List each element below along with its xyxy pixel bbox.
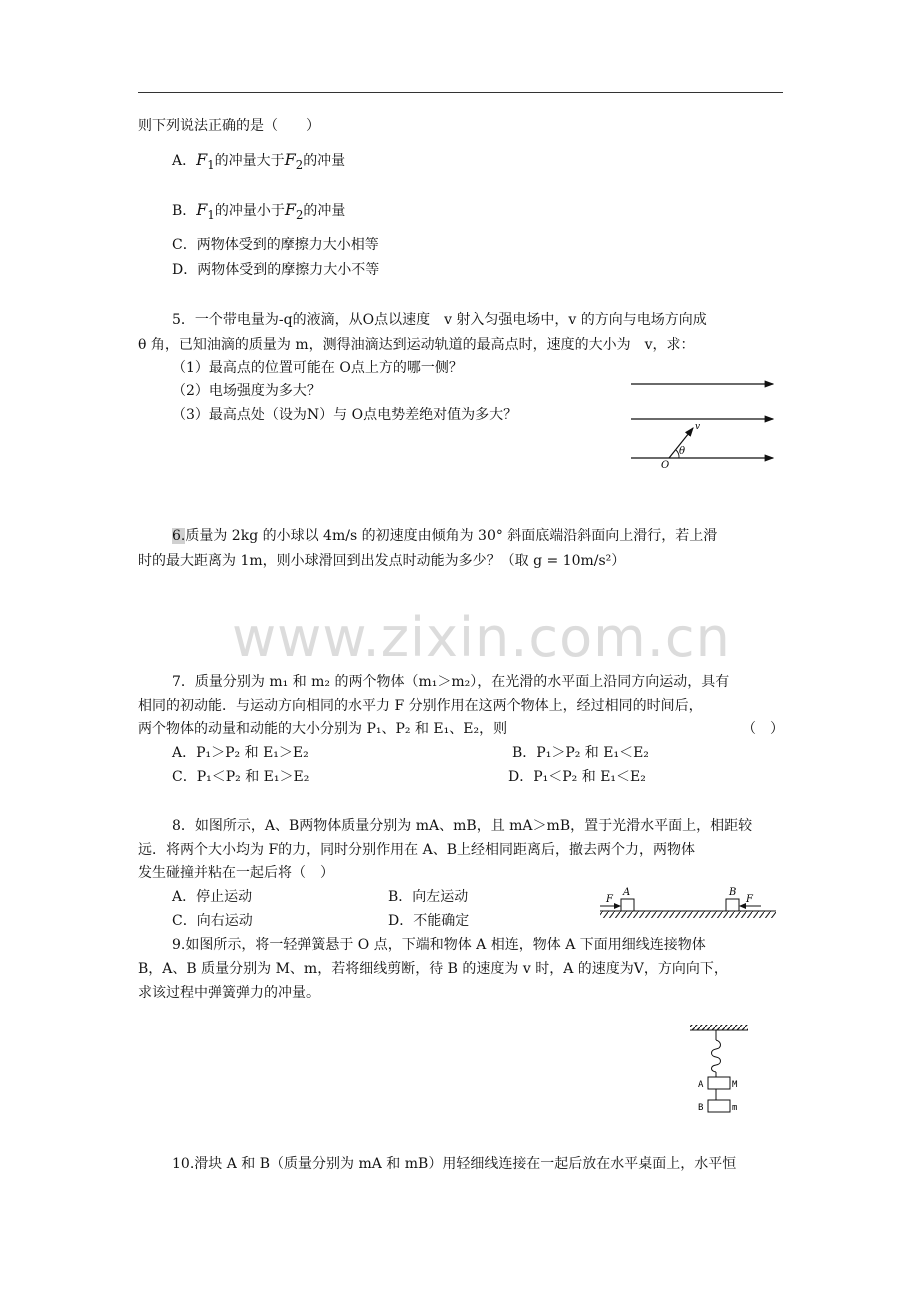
q8-option-a: A．停止运动	[172, 889, 253, 905]
q6-number: 6.	[172, 528, 186, 544]
a-label: A	[623, 887, 631, 898]
label-a: A	[698, 1080, 704, 1090]
label-M: M	[732, 1080, 738, 1090]
theta-label: θ	[679, 446, 686, 457]
v-label: v	[695, 422, 701, 432]
q7-line2: 相同的初动能．与运动方向相同的水平力 F 分别作用在这两个物体上，经过相同的时间后，	[138, 698, 703, 714]
q8-option-c: C．向右运动	[172, 913, 253, 929]
q7-line1: 7．质量分别为 m₁ 和 m₂ 的两个物体（m₁＞m₂），在光滑的水平面上沿同方向运动，具有	[172, 674, 730, 690]
q5-electric-field-diagram	[625, 372, 780, 472]
ceiling	[690, 1025, 748, 1030]
q7-option-a: A．P₁＞P₂ 和 E₁＞E₂	[172, 745, 309, 761]
q10-line1: 10.滑块 A 和 B（质量分别为 mA 和 mB）用轻细线连接在一起后放在水平桌面上，水平恒	[172, 1156, 737, 1172]
q8-line3: 发生碰撞并粘在一起后将（ ）	[138, 865, 334, 881]
q8-option-b: B．向左运动	[388, 889, 469, 905]
q8-line2: 远．将两个大小均为 F的力，同时分别作用在 A、B上经相同距离后，撤去两个力，两物体	[138, 842, 696, 858]
q6-line1: 6.质量为 2kg 的小球以 4m/s 的初速度由倾角为 30° 斜面底端沿斜面向上滑行，若上滑	[172, 528, 718, 544]
q7-option-b: B．P₁＞P₂ 和 E₁＜E₂	[512, 745, 649, 761]
q5-sub2: （2）电场强度为多大？	[172, 383, 321, 399]
q6-line2: 时的最大距离为 1m，则小球滑回到出发点时动能为多少？（取 g = 10m/s²）	[138, 553, 626, 569]
q7-option-c: C．P₁＜P₂ 和 E₁＞E₂	[172, 769, 310, 785]
q4-stem: 则下列说法正确的是（ ）	[138, 118, 320, 134]
q9-spring-diagram	[690, 1022, 770, 1118]
q5-sub3: （3）最高点处（设为N）与 O点电势差绝对值为多大？	[172, 407, 518, 423]
block-b	[726, 899, 739, 911]
q4-option-a: A．$F_1$的冲量大于$F_2$的冲量	[172, 150, 346, 172]
q5-sub1: （1）最高点的位置可能在 O点上方的哪一侧？	[172, 360, 463, 376]
q8-line1: 8．如图所示，A、B两物体质量分别为 mA、mB，且 mA＞mB，置于光滑水平面上，相距较	[172, 818, 753, 834]
block-a	[708, 1077, 730, 1089]
block-b	[708, 1100, 730, 1112]
q8-two-blocks-diagram	[596, 880, 782, 920]
f-left-label: F	[606, 894, 613, 905]
q8-option-d: D．不能确定	[388, 913, 470, 929]
q7-answer-paren: （ ）	[742, 721, 784, 737]
label-b: B	[698, 1103, 704, 1113]
q7-line3: 两个物体的动量和动能的大小分别为 P₁、P₂ 和 E₁、E₂，则	[138, 721, 508, 737]
header-rule	[138, 92, 783, 93]
watermark: www.zixin.com.cn	[232, 606, 731, 669]
q9-line3: 求该过程中弹簧弹力的冲量。	[138, 985, 320, 1001]
label-m: m	[732, 1103, 738, 1113]
q4-option-b: B．$F_1$的冲量小于$F_2$的冲量	[172, 200, 346, 222]
q4-option-c: C．两物体受到的摩擦力大小相等	[172, 237, 379, 253]
block-a	[621, 899, 634, 911]
q5-line2: θ 角，已知油滴的质量为 m，测得油滴达到运动轨道的最高点时，速度的大小为 v，求：	[138, 337, 695, 353]
q7-option-d: D．P₁＜P₂ 和 E₁＜E₂	[508, 769, 646, 785]
f-right-label: F	[746, 894, 753, 905]
q5-line1: 5．一个带电量为-q的液滴，从O点以速度 v 射入匀强电场中，v 的方向与电场方向成	[172, 312, 707, 328]
spring	[712, 1040, 721, 1072]
q9-line2: B，A、B 质量分别为 M、m，若将细线剪断，待 B 的速度为 v 时，A 的速度为V，方向向下，	[138, 961, 728, 977]
o-label: O	[661, 460, 670, 471]
q4-option-d: D．两物体受到的摩擦力大小不等	[172, 262, 380, 278]
q9-line1: 9.如图所示，将一轻弹簧悬于 O 点，下端和物体 A 相连，物体 A 下面用细线连接物体	[172, 937, 706, 953]
ground-hatch	[600, 911, 776, 918]
b-label: B	[729, 887, 737, 898]
